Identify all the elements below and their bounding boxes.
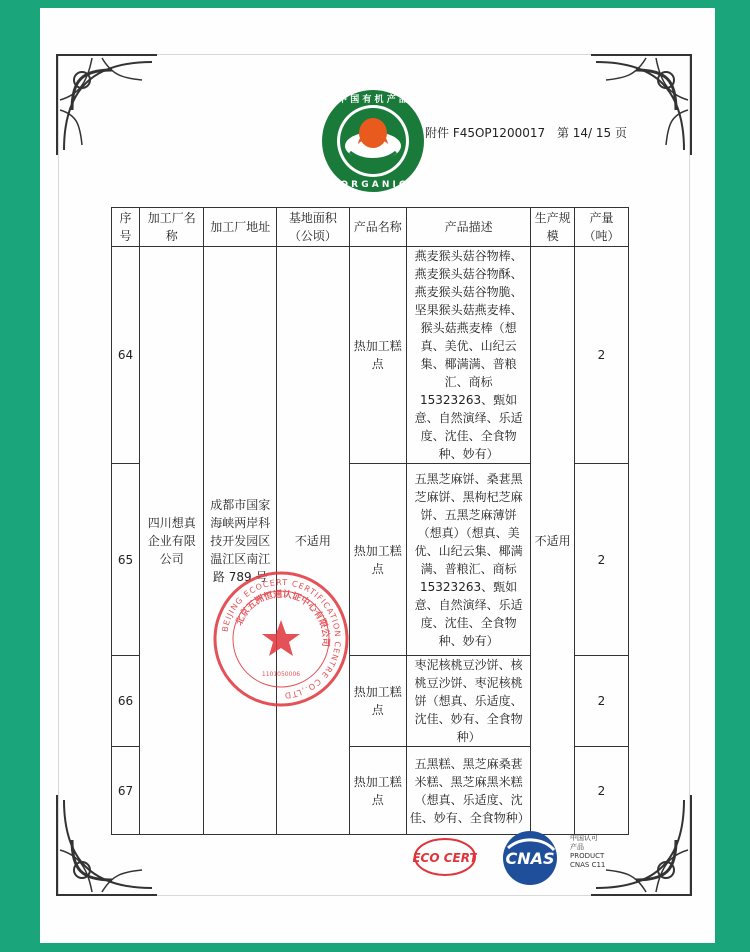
header-scale: 生产规模 <box>531 208 575 247</box>
row-product-description: 枣泥核桃豆沙饼、核桃豆沙饼、枣泥核桃饼（想真、乐适度、沈佳、妙有、全食物种） <box>406 656 531 747</box>
product-table <box>111 207 629 835</box>
cnas-logo <box>494 830 566 886</box>
table-row <box>112 247 629 464</box>
row-product-description: 五黑芝麻饼、桑葚黑芝麻饼、黑枸杞芝麻饼、五黑芝麻薄饼（想真）（想真、美优、山纪云集、椰满满、普粮汇、商标 15323263、甄如意、自然演绎、乐适度、沈佳、全食物种、妙有） <box>406 464 531 656</box>
row-yield: 2 <box>574 656 628 747</box>
svg-text:中 国 有 机 产 品: 中 国 有 机 产 品 <box>338 95 408 105</box>
china-organic-logo <box>320 88 426 194</box>
row-yield: 2 <box>574 247 628 464</box>
attachment-number: 附件 F45OP1200017 <box>425 126 546 140</box>
header-product-name: 产品名称 <box>349 208 406 247</box>
svg-text:CNAS: CNAS <box>505 849 555 868</box>
factory-address: 成都市国家海峡两岸科技开发园区温江区南江路 789 号 <box>204 247 277 835</box>
row-product-name: 热加工糕点 <box>349 247 406 464</box>
corner-ornament <box>586 50 696 160</box>
ecocert-logo <box>413 836 477 878</box>
row-seq: 65 <box>112 464 140 656</box>
row-product-name: 热加工糕点 <box>349 656 406 747</box>
header-base-area: 基地面积（公顷） <box>277 208 350 247</box>
table-header-row <box>112 208 629 247</box>
row-product-name: 热加工糕点 <box>349 747 406 835</box>
row-product-name: 热加工糕点 <box>349 464 406 656</box>
base-area: 不适用 <box>277 247 350 835</box>
header-factory-name: 加工厂名称 <box>140 208 204 247</box>
row-seq: 66 <box>112 656 140 747</box>
production-scale: 不适用 <box>531 247 575 835</box>
row-seq: 67 <box>112 747 140 835</box>
header-factory-address: 加工厂地址 <box>204 208 277 247</box>
header-product-description: 产品描述 <box>406 208 531 247</box>
official-seal <box>210 568 352 710</box>
svg-text:BEIJING ECOCERT CERTIFICATION: BEIJING ECOCERT CERTIFICATION CENTRE CO.,LTD <box>220 577 343 701</box>
row-yield: 2 <box>574 747 628 835</box>
cnas-product-label: 中国认可 产品 PRODUCT CNAS C11 <box>570 834 606 869</box>
svg-text:O R G A N I C: O R G A N I C <box>340 180 406 190</box>
row-product-description: 五黑糕、黑芝麻桑葚米糕、黑芝麻黑米糕（想真、乐适度、沈佳、妙有、全食物种） <box>406 747 531 835</box>
svg-text:北京五洲恒通认证中心有限公司: 北京五洲恒通认证中心有限公司 <box>234 589 331 648</box>
factory-name: 四川想真企业有限公司 <box>140 247 204 835</box>
svg-text:ECO CERT: ECO CERT <box>413 851 477 865</box>
row-product-description: 燕麦猴头菇谷物棒、燕麦猴头菇谷物酥、燕麦猴头菇谷物脆、坚果猴头菇燕麦棒、猴头菇燕麦棒（想真、美优、山纪云集、椰满满、普粮汇、商标 15323263、甄如意、自然演绎、乐适度、沈佳、全食物种、妙有） <box>406 247 531 464</box>
svg-text:1101050006: 1101050006 <box>261 671 301 678</box>
page-number: 第 14/ 15 页 <box>556 126 627 140</box>
header-seq: 序号 <box>112 208 140 247</box>
document-reference <box>425 124 635 141</box>
row-seq: 64 <box>112 247 140 464</box>
row-yield: 2 <box>574 464 628 656</box>
corner-ornament <box>52 50 162 160</box>
header-yield: 产量（吨） <box>574 208 628 247</box>
